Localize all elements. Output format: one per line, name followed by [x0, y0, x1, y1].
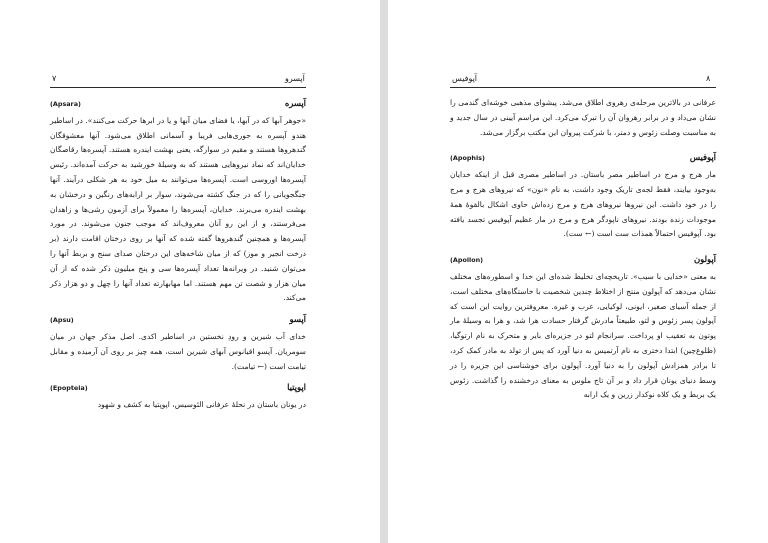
continued-paragraph: عرفانی در بالاترین مرحله‌ی رهروی اطلاق می‌شد. پیشوای مذهبی خوشه‌ای گندمی را نشان می‌داد و در برابر رهروان آن را تبرک می‌کرد. این مراسم آیینی در سال جدید و به مناسبت وصلت زئوس و دمتر، با شرکت پیروان این مکتب برگزار می‌شد. [450, 98, 716, 137]
entry-body: در یونان باستان در نحلهٔ عرفانی الئوسیس، اپوپتیا به کشف و شهود [97, 400, 306, 410]
header-rule [50, 87, 306, 88]
page-number: ۸ [706, 74, 711, 83]
entry-header [50, 96, 306, 112]
running-head: آپوفیس [452, 74, 478, 83]
entry-body: به معنی «خدایی با سیب». تاریخچه‌ای تخلیط شده‌ای این خدا و اسطوره‌های مختلف نشان می‌دهد که آپولون منتج از اختلاط چندین شخصیت با خاستگاه‌های مختلف است، از جمله آسیای صغیر، ایونی، لوکیایی، عرب و غیره. معروفترین روایت این است که آپولون پسر زئوس و لتو، طبیعتاً مادرش گرفتار حسادت هرا شد، و هرا به وسیلهٔ مار پوتون به تعقیب او پرداخت. سرانجام لتو در جزیره‌ای بایر و متحرک به نام ارتوگیا، (ظلوع‌چین) ابتدا دختری به نام آرتمیس به دنیا آورد که پس از تولد به مادر کمک کرد، تا برادر همزادش آپولون را به دنیا آورد. آپولون برای خوشناسی این جزیره را در وسط دنیای یونان قرار داد و بر آن تاج ملوس به معنای درخشنده را گذاشت. زئوس یک بربط و یک کلاه نوکدار زرین و یک ارابه [450, 271, 716, 400]
running-head: آپسرو [285, 74, 305, 83]
entry-title: آپوفیس [689, 152, 716, 163]
page-body [50, 96, 306, 413]
entry-header [50, 380, 306, 396]
entry-latin-term: (Apophis) [450, 154, 485, 163]
left-page [0, 0, 380, 543]
entry-body: مار هرج و مرج در اساطیر مصر باستان. در اساطیر مصری قبل از اینکه خدایان به‌وجود بیایند، فقط لجه‌ی تاریک وجود داشت، به نام «نون» که نیروهای هرج و مرج را در خود داشت. این نیروها نیروهای هرج و مرج زده‌اش حاوی اشکال بالقوهٔ همهٔ موجودات زنده بودند. نیروهای ناپودگر هرج و مرج در مار عظیم آپوفیس تجسد یافته بود. آپوفیس احتمالاً همذات ست است (← ست). [450, 170, 716, 239]
entry-latin-term: (Epopteia) [50, 384, 88, 393]
entry-title: آپولون [693, 254, 716, 265]
entry-title: آپسره [284, 98, 306, 108]
entry-title: آپسو [289, 314, 306, 325]
entry-header [50, 312, 306, 328]
entry-latin-term: (Apsara) [50, 100, 81, 108]
entry-header [450, 150, 716, 166]
header-rule [450, 87, 716, 88]
entry-latin-term: (Apsu) [50, 316, 74, 325]
entry-body: خدای آب شیرین و رودِ نخستین در اساطیر اکدی. اصل مذکر جهان در میان سومریان. آپسو اقیانوس آبهای شیرین است، همه چیز بر روی آن آرمیده و مقابل تیامت است (← تیامت). [50, 331, 306, 371]
page-body [450, 96, 716, 403]
entry-body: «جوهر آبها که در آبها، یا فضای میان آبها و یا در ابرها حرکت می‌کنند». در اساطیر هندو آپسره به حوری‌هایی فریبا و آسمانی اطلاق می‌شود. آنها معشوقگان گندهرو‌ها هستند و مقیم در سوارگه، یعنی بهشت ایندره هستند. آپسره‌ها رقاصگان خدایان‌اند که نماد نیروهایی هستند که به وسیلهٔ خورشید به حرکت آمده‌اند. رئیس آپسره‌ها اوروسی است. آپسره‌ها می‌توانند به میل خود به هر شکلی درآیند. آنها جنگجویانی را که در جنگ کشته می‌شوند، سوار بر ارابه‌های رنگین و درخشان به بهشت ایندره می‌برند. خدایان، آپسره‌ها را معمولاً برای آزمون رشی‌ها و زاهدان می‌فرستند، و از این رو آنان معروف‌اند که موجب جنون می‌شوند. در مورد آپسره‌ها و همچنین گندهروها گفته شده که آنها بر روی درختان اقامت دارند (بر درخت انجیر و موز) که از میان شاخه‌های این درختان صدای سنج و بربط آنها را می‌توان شنید. در ویرانه‌ها تعداد آپسره‌ها سی و پنج میلیون ذکر شده که از آن میان هزار و شصت تن مهم هستند. اما مهابهارته تعداد آنها را چهل و دو هزار ذکر می‌کند. [50, 115, 306, 303]
entry-latin-term: (Apollon) [450, 256, 484, 265]
entry-title: اپوپتیا [287, 382, 306, 393]
entry-header [450, 252, 716, 268]
page-number: ۷ [52, 74, 57, 83]
right-page [388, 0, 768, 543]
